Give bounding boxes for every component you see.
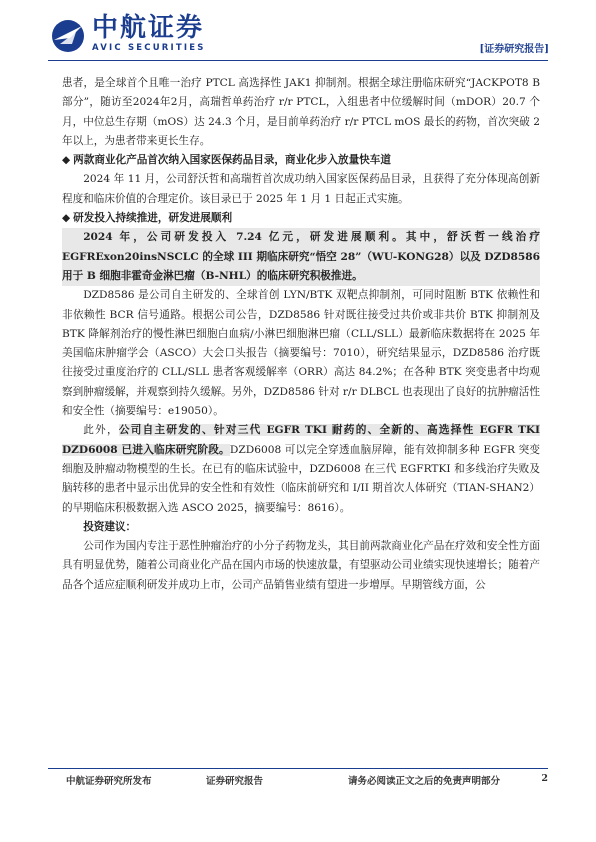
- diamond-bullet-icon: ◆: [62, 212, 71, 225]
- plane-logo-icon: [48, 18, 88, 54]
- dzd6008-intro: 此外，: [83, 424, 119, 437]
- bullet-text: 两款商业化产品首次纳入国家医保药品目录，商业化步入放量快车道: [73, 154, 391, 167]
- page-number: 2: [541, 773, 548, 784]
- brand: [92, 14, 206, 53]
- paragraph-dzd6008: [62, 421, 540, 517]
- footer-divider: [48, 768, 548, 769]
- header-divider: [48, 60, 548, 61]
- brand-name-cn: 中航证券: [92, 13, 205, 43]
- dzd6008-highlight: 公司自主研发的、针对三代 EGFR TKI 耐药的、全新的、高选择性 EGFR TKI DZD6008 已进入临床研究阶段。: [62, 424, 541, 456]
- bullet-rnd: [62, 209, 540, 228]
- brand-name-en: AVIC SECURITIES: [92, 43, 206, 53]
- page-header: [0, 0, 596, 64]
- bullet-text: 研发投入持续推进，研发进展顺利: [73, 212, 233, 225]
- paragraph-rnd-investment: 2024 年，公司研发投入 7.24 亿元，研发进展顺利。其中，舒沃哲一线治疗 EGFRExon20insNSCLC 的全球 III 期临床研究“悟空 28”（WU-KONG28）以及 DZD8586 用于 B 细胞非霍奇金淋巴瘤（B-NHL）的临床研究积极推进。: [62, 228, 540, 286]
- investment-advice-title: 投资建议：: [83, 520, 137, 533]
- paragraph-insurance: 2024 年 11 月，公司舒沃哲和高瑞哲首次成功纳入国家医保药品目录，且获得了充分体现高创新程度和临床价值的合理定价。该目录已于 2025 年 1 月 1 日起正式实施。: [62, 173, 540, 205]
- dzd6008-detail: DZD6008 可以完全穿透血脑屏障，能有效抑制多种 EGFR 突变细胞及肿瘤动物模型的生长。在已有的临床试验中，DZD6008 在三代 EGFRTKI 和多线治疗失败及脑转移的患者中显示出优异的安全性和有效性（临床前研究和 I/II 期首次人体研究（TIAN-SHAN2）的早期临床积极数据入选 ASCO 2025，摘要编号：8616）。: [62, 443, 540, 514]
- report-tag: [证券研究报告]: [479, 44, 549, 55]
- report-body: [62, 74, 540, 595]
- footer-report-type: 证券研究报告: [206, 776, 264, 787]
- footer-publisher: 中航证券研究所发布: [66, 776, 152, 787]
- paragraph-jak1: 患者，是全球首个且唯一治疗 PTCL 高选择性 JAK1 抑制剂。根据全球注册临床研究“JACKPOT8 B 部分”，随访至2024年2月，高瑞哲单药治疗 r/r PTCL，入组患者中位缓解时间（mDOR）20.7 个月，中位总生存期（mOS）达 24.3 个月，是目前单药治疗 r/r PTCL mOS 最长的药物，首次突破 2 年以上，为患者带来更长生存。: [62, 77, 540, 147]
- paragraph-investment-advice: 公司作为国内专注于恶性肿瘤治疗的小分子药物龙头，其目前两款商业化产品在疗效和安全性方面具有明显优势，随着公司商业化产品在国内市场的快速放量，有望驱动公司业绩实现快速增长；随着产品各个适应症顺利研发并成功上市，公司产品销售业绩有望进一步增厚。早期管线方面，公: [62, 540, 540, 591]
- paragraph-dzd8586: DZD8586 是公司自主研发的、全球首创 LYN/BTK 双靶点抑制剂，可同时阻断 BTK 依赖性和非依赖性 BCR 信号通路。根据公司公告，DZD8586 针对既往接受过共价或非共价 BTK 抑制剂及 BTK 降解剂治疗的慢性淋巴细胞白血病/小淋巴细胞淋巴瘤（CLL/SLL）最新临床数据将在 2025 年美国临床肿瘤学会（ASCO）大会口头报告（摘要编号：7010），研究结果显示，DZD8586 治疗既往接受过重度治疗的 CLL/SLL 患者客观缓解率（ORR）高达 84.2%；在各种 BTK 突变患者中均观察到肿瘤缓解，并观察到持久缓解。另外，DZD8586 针对 r/r DLBCL 也表现出了良好的抗肿瘤活性和安全性（摘要编号：e19050）。: [62, 289, 540, 418]
- bullet-medical-insurance: [62, 151, 540, 170]
- diamond-bullet-icon: ◆: [62, 154, 71, 167]
- footer-disclaimer: 请务必阅读正文之后的免责声明部分: [348, 776, 501, 787]
